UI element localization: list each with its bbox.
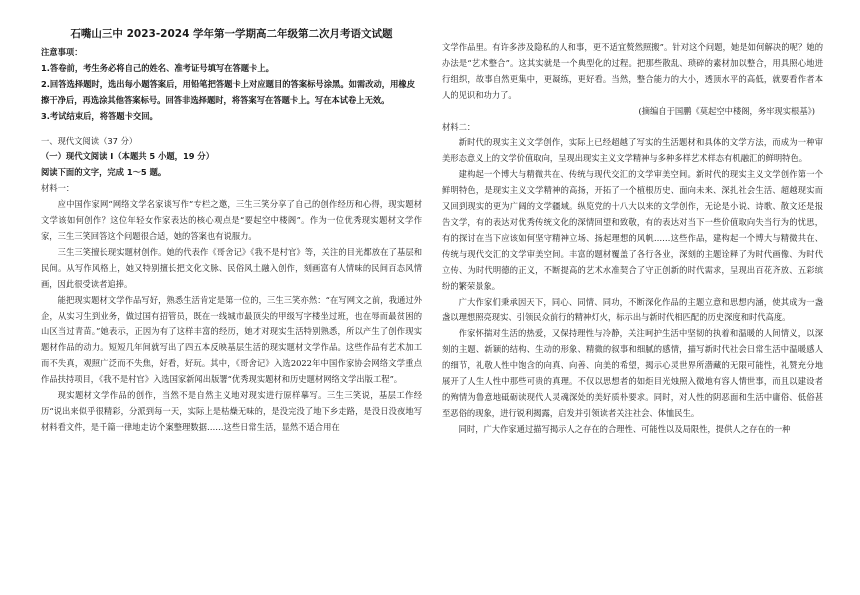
material-2-label: 材料二：: [442, 121, 476, 132]
note-item-3: 3.考试结束后，将答题卡交回。: [41, 110, 158, 121]
note-item-2: 2.回答选择题时，选出每小题答案后，用铅笔把答题卡上对应题目的答案标号涂黑。如需改动，用橡皮擦干净后，再选涂其他答案标号。回答非选择题时，将答案写在答题卡上。写在本试卷上无效。: [41, 78, 415, 105]
material-1-source: (摘编自于国鹏《莫起空中楼阁，务牢现实根基》): [638, 105, 815, 116]
material-1-paragraph: 能把现实题材文学作品写好，熟悉生活肯定是第一位的，三生三笑亦然：“在写网文之前，我通过外企，从实习生到业务，做过国有招管员，既在一线城市最顶尖的甲级写字楼坐过班，也在辱而最贫困的山区当过青苗。”她表示，正因为有了这样丰富的经历，她才对现实生活特别熟悉，所以产生了创作现实题材作品的动力。短短几年间就写出了四五本反映基层生活的现实题材文学作品。这些作品有艺术加工而不失真，观照广泛而不失焦，好看，好玩。其中，《哥舍记》入选2022年中国作家协会网络文学重点作品扶持项目，《我不是村官》入选国家新闻出版署“优秀现实题材和历史题材网络文学出版工程”。: [41, 294, 422, 385]
material-2-paragraph: 建构起一个博大与精微共在、传统与现代交汇的文学审美空间。新时代的现实主义文学创作第一个鲜明特色，是现实主义文学精神的高扬，开拓了一个植根历史、面向未来、深扎社会生活、超越现实而又回到现实的更为广阔的文学疆域。纵览党的十八大以来的文学创作，无论是小说、诗歌、散文还是报告文学，有的表达对优秀传统文化的深情回望和致敬，有的表达对当下一些价值取向失当行为的忧思，有的探讨在当下应该如何坚守精神立场、扬起理想的风帆……这些作品，建构起一个博大与精微共在、传统与现代交汇的文学审美空间。丰富的题材覆盖了各行各业，深刻的主题诠释了为时代画像、为时代立传、为时代明德的正义，不断提高的艺术水准契合了守正创新的时代需求，呈现出百花齐放、五彩缤纷的繁荣景象。: [442, 169, 823, 291]
material-1-paragraph: 现实题材文学作品的创作，当然不是自然主义地对现实进行原样摹写。三生三笑说，基层工作经历“说出来似乎很精彩，分派到每一天，实际上是枯燥无味的，是没完没了地下乡走路，是没日没夜地写材料看文件，是千篇一律地走访个案整理数据……这些日常生活，显然不适合用在: [41, 390, 422, 432]
left-column: [41, 26, 422, 436]
notes-heading: 注意事项：: [41, 47, 83, 57]
material-2-paragraph: 广大作家们秉承因天下，同心、同情、同功，不断深化作品的主题立意和思想内涵，使其成为一盏盏以理想照亮现实、引领民众前行的精神灯火，标示出与新时代相匹配的历史深度和时代高度。: [442, 296, 823, 323]
subsection-heading: （一）现代文阅读 I（本题共 5 小题，19 分）: [41, 151, 215, 162]
material-1-paragraph: 应中国作家网“网络文学名家谈写作”专栏之邀，三生三笑分享了自己的创作经历和心得，现实题材文学该如何创作？这位年轻女作家表达的核心观点是“要起空中楼阁”。作为一位优秀现实题材文学作家，三生三笑回答这个问题很合适，她的答案也有说服力。: [41, 199, 422, 241]
spacer: [41, 125, 422, 134]
note-item-1: 1.答卷前，考生务必将自己的姓名、准考证号填写在答题卡上。: [41, 62, 274, 73]
material-2-paragraph: 新时代的现实主义文学创作，实际上已经超越了写实的生活题材和具体的文学方法，而成为一种审美形态意义上的文学价值取向，呈现出现实主义文学精神与多种多样艺术样态有机融汇的鲜明特色。: [442, 137, 823, 164]
material-1-label: 材料一：: [41, 183, 75, 194]
section-heading: 一、现代文阅读（37 分）: [41, 135, 138, 146]
material-2-paragraph: 同时，广大作家通过描写揭示人之存在的合理性、可能性以及局限性，提供人之存在的一种: [458, 423, 791, 434]
material-1-paragraph: 三生三笑擅长现实题材创作。她的代表作《哥舍记》《我不是村官》等，关注的目光都放在了基层和民间。从写作风格上，她又特别擅长把文化文脉、民俗风土融入创作，刻画富有人情味的民间百态风情画，因此很受读者追捧。: [41, 246, 422, 289]
material-2-paragraph: 作家怀揣对生活的热爱，又保持理性与冷静，关注呵护生活中坚韧的执着和温暖的人间情义，以深刻的主题、新颖的结构、生动的形象、精微的叙事和细腻的感情，描写新时代社会日常生活中温暖感人的细节，礼敬人性中饱含的向真、向善、向美的希望，揭示心灵世界所潜藏的无限可能性，礼赞充分地展开了人生人性中那些可贵的真理。不仅以思想者的如炬目光烛照入微地有容人情世事，而且以建设者的殉情为鲁意地砥砺读现代人灵魂深处的美好质朴要求。同时，对人性的阴恶面和生活中庸俗、低俗甚至恶俗的现象，进行锐利揭露，启发并引领读者关注社会、体恤民生。: [442, 328, 823, 418]
exam-title: 石嘴山三中 2023-2024 学年第一学期高二年级第二次月考语文试题: [70, 28, 393, 40]
right-column: [442, 40, 823, 438]
material-1-continuation: 文学作品里。有许多涉及隐私的人和事，更不适宜赘然照搬”。针对这个问题，她是如何解决的呢？她的办法是“艺术整合”。这其实就是一个典型化的过程。把那些散乱、琐碎的素材加以整合，用具照心地进行组织，故事自然更集中，更凝练，更好看。当然，整合能力的大小，透顶水平的高低，就要看作者本人的见识和功力了。: [442, 42, 823, 100]
reading-instruction: 阅读下面的文字，完成 1～5 题。: [41, 167, 167, 178]
